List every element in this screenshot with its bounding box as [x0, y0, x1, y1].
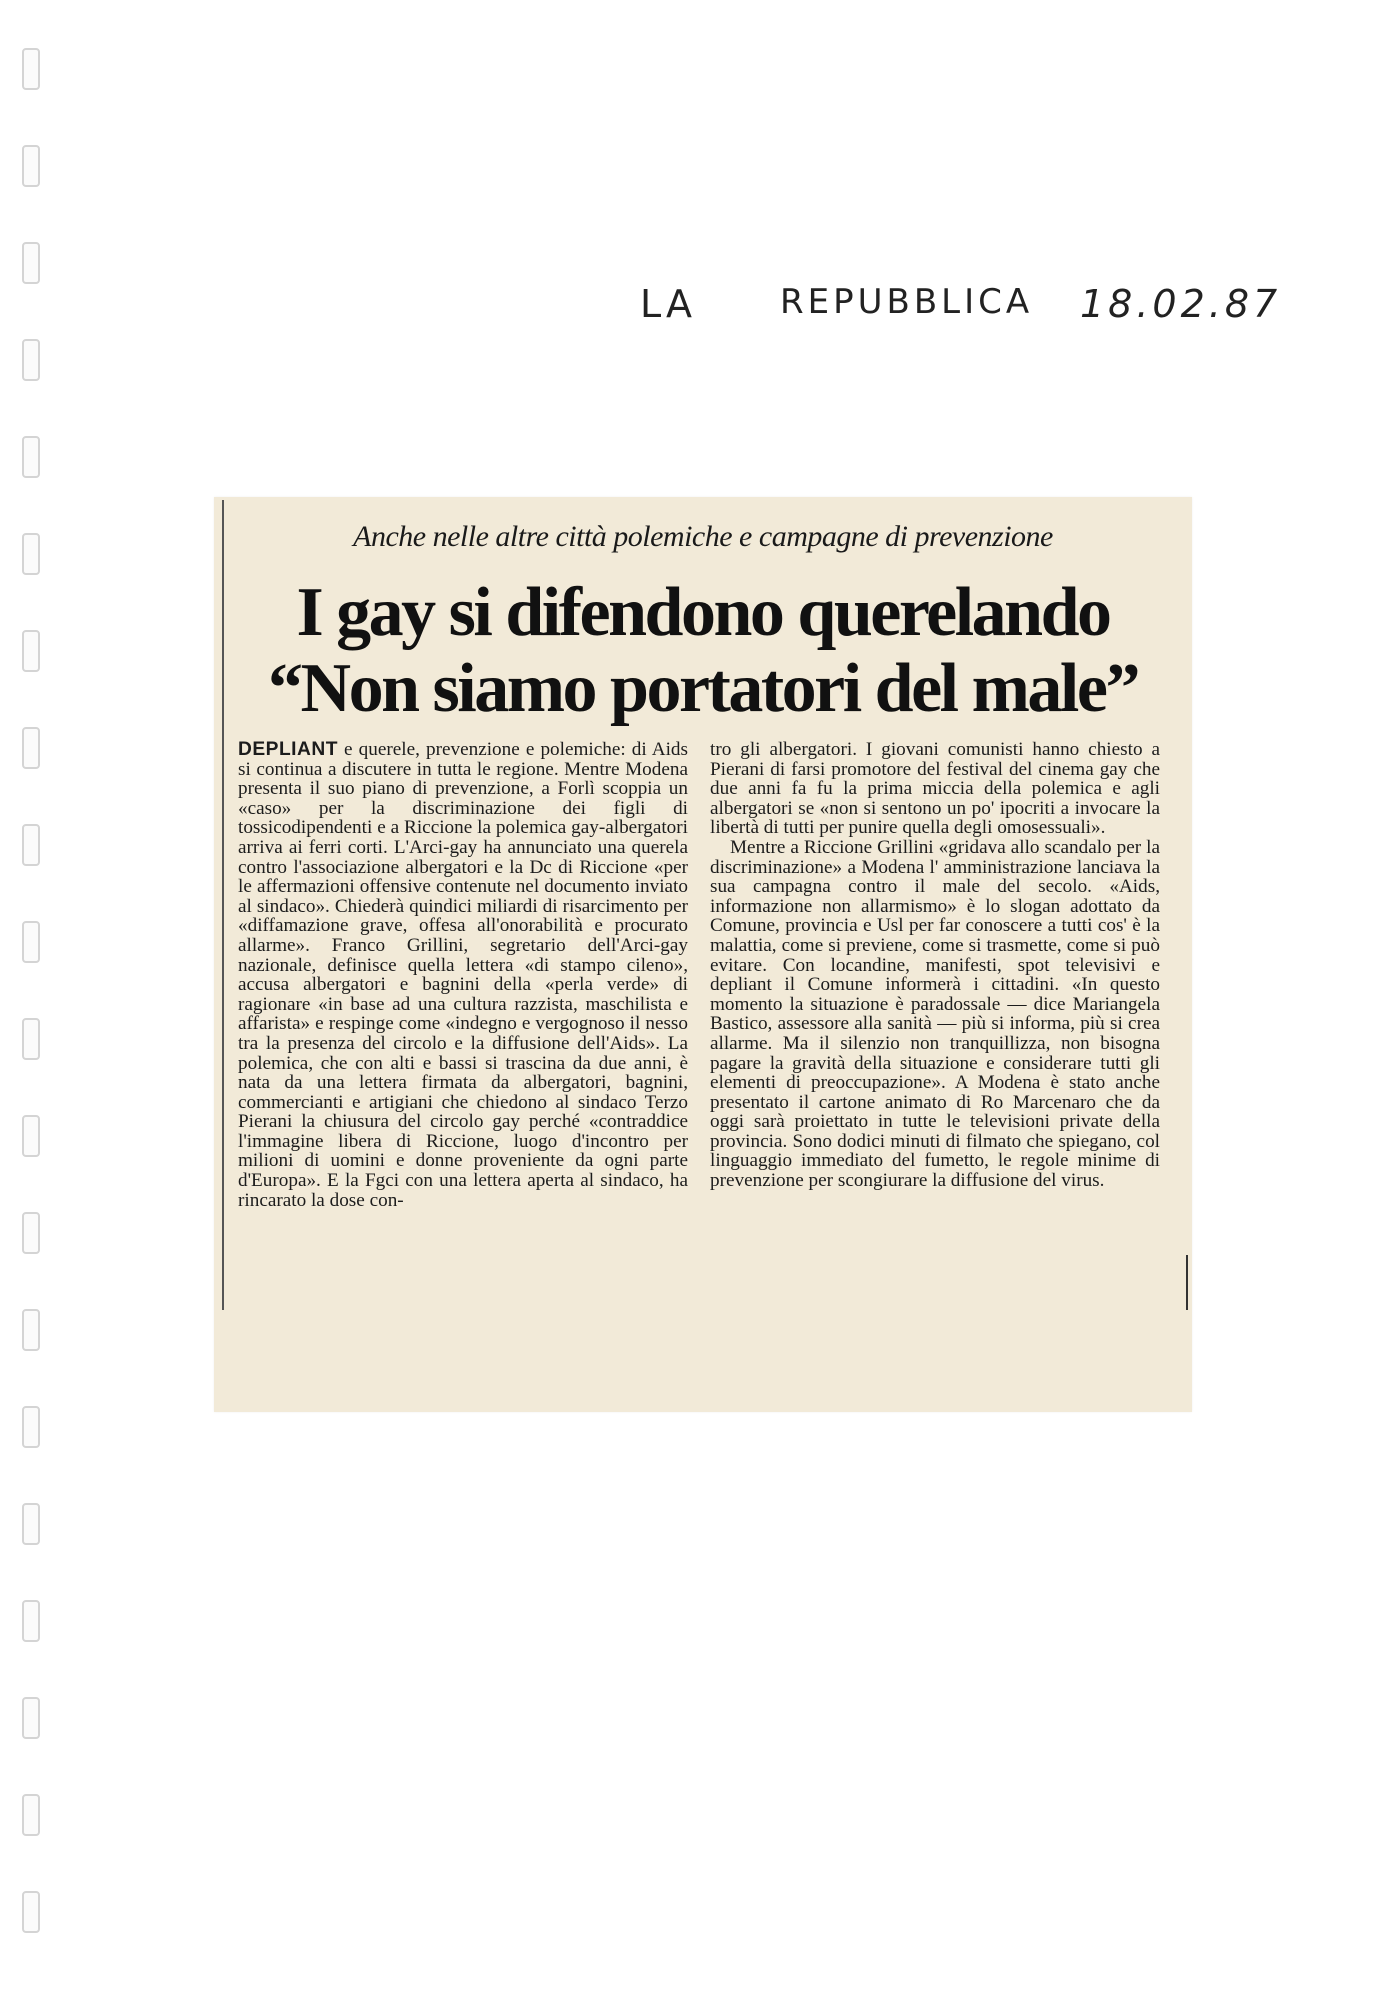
- article-headline-quote: “Non siamo portatori del male”: [268, 650, 1138, 727]
- article-paragraph: Mentre a Riccione Grillini «gridava allo scandalo per la discriminazione» a Modena l' amministrazione lanciava la sua campagna contro il male del secolo. «Aids, informazione non allarmismo» è lo slogan adottato da Comune, provincia e Usl per far conoscere a tutti cos' è la malattia, come si previene, come si trasmette, come si può evitare. Con locandine, manifesti, spot televisivi e depliant il Comune informerà i cittadini. «In questo momento la situazione è paradossale — dice Mariangela Bastico, assessore alla sanità — più si informa, più si crea allarme. Ma il silenzio non tranquillizza, non bisogna pagare la gravità della situazione e considerare tutti gli elementi di preoccupazione». A Modena è stato anche presentato il cartone animato di Ro Marcenaro che da oggi sarà proiettato in tutte le televisioni private della provincia. Sono dodici minuti di filmato che spiegano, col linguaggio immediato del fumetto, le regole minime di prevenzione per scongiurare la diffusione del virus.: [710, 836, 1160, 1192]
- binder-hole: [22, 48, 40, 90]
- binder-hole: [22, 921, 40, 963]
- handwritten-newspaper: LA: [640, 282, 697, 326]
- binder-hole: [22, 1794, 40, 1836]
- binder-hole: [22, 1600, 40, 1642]
- binder-hole: [22, 1309, 40, 1351]
- handwritten-date: 18.02.87: [1080, 282, 1282, 326]
- binder-hole: [22, 1697, 40, 1739]
- binder-hole: [22, 533, 40, 575]
- lead-word: DEPLIANT: [238, 739, 338, 760]
- column-rule: [1186, 1255, 1188, 1310]
- binder-hole: [22, 727, 40, 769]
- handwritten-source-note: [640, 270, 1282, 340]
- binder-hole: [22, 630, 40, 672]
- binder-hole: [22, 824, 40, 866]
- binder-hole: [22, 145, 40, 187]
- binder-hole: [22, 1115, 40, 1157]
- article-paragraph: [238, 740, 688, 1210]
- binder-hole: [22, 1018, 40, 1060]
- handwritten-newspaper-name: REPUBBLICA: [780, 282, 1034, 322]
- binder-hole: [22, 242, 40, 284]
- binder-hole: [22, 436, 40, 478]
- article-paragraph: tro gli albergatori. I giovani comunisti hanno chiesto a Pierani di farsi promotore del festival del cinema gay che due anni fa fu la prima miccia della polemica e agli albergatori se «non si sentono un po' ipocriti a invocare la libertà di tutti per punire quella degli omosessuali».: [710, 739, 1160, 839]
- binder-hole: [22, 1503, 40, 1545]
- binder-hole: [22, 1406, 40, 1448]
- binder-hole: [22, 1212, 40, 1254]
- paragraph-text: e querele, prevenzione e polemiche: di Aids si continua a discutere in tutta le regione. Mentre Modena presenta il suo piano di prevenzione, a Forlì scoppia un «caso» per la discriminazione dei figli di tossicodipendenti e a Riccione la polemica gay-albergatori arriva ai ferri corti. L'Arci-gay ha annunciato una querela contro l'associazione albergatori e la Dc di Riccione «per le affermazioni offensive contenute nel documento inviato al sindaco». Chiederà quindici miliardi di risarcimento per «diffamazione grave, offesa all'onorabilità e procurato allarme». Franco Grillini, segretario dell'Arci-gay nazionale, definisce quella lettera «di stampo cileno», accusa albergatori e bagnini della «perla verde» di ragionare «in base ad una cultura razzista, maschilista e affarista» e respinge come «indegno e vergognoso il nesso tra la presenza del circolo e la diffusione dell'Aids». La polemica, che con alti e bassi si trascina da due anni, è nata da una lettera firmata da albergatori, bagnini, commercianti e artigiani che chiedono al sindaco Terzo Pierani la chiusura del circolo gay perché «contraddice l'immagine libera di Riccione, luogo d'incontro per milioni di uomini e donne proveniente da ogni parte d'Europa». E la Fgci con una lettera aperta al sindaco, ha rincarato la dose con-: [238, 739, 688, 1211]
- article-column-right: [710, 740, 1160, 1191]
- article-column-left: [238, 740, 688, 1210]
- binder-hole: [22, 339, 40, 381]
- article-headline: I gay si difendono querelando: [296, 574, 1110, 651]
- binder-hole: [22, 1891, 40, 1933]
- article-kicker: Anche nelle altre città polemiche e campagne di prevenzione: [353, 520, 1053, 553]
